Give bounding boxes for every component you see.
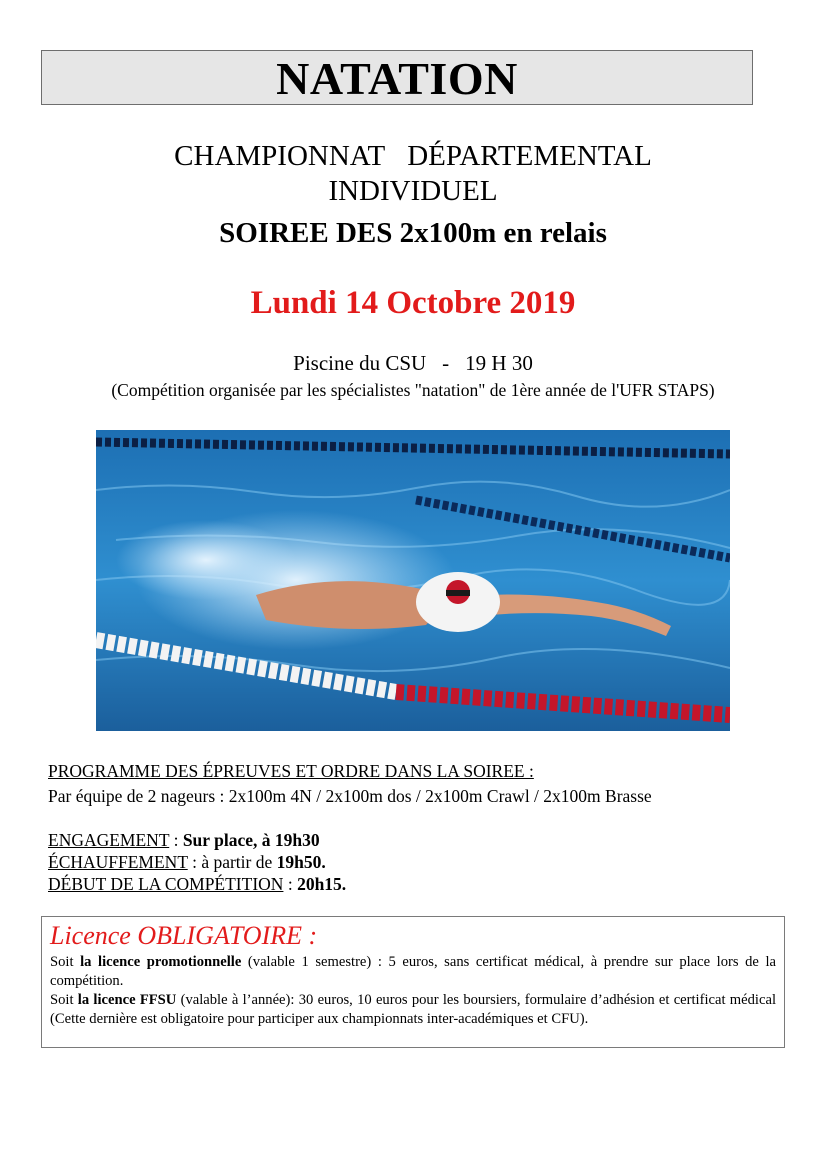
echauffement-label: ÉCHAUFFEMENT [48, 852, 188, 872]
relay-evening-line: SOIREE DES 2x100m en relais [219, 217, 607, 249]
engagement-value: Sur place, à 19h30 [182, 830, 320, 850]
engagement-sep: : [169, 830, 183, 850]
engagement-label: ENGAGEMENT [48, 830, 170, 850]
organizer-note: (Compétition organisée par les spécialistes "natation" de 1ère année de l'UFR STAPS) [111, 380, 715, 400]
licence-box [41, 916, 785, 1048]
championship-word: CHAMPIONNAT [174, 140, 386, 172]
individual-line: INDIVIDUEL [328, 175, 498, 207]
start-time: 19 H 30 [465, 351, 533, 375]
debut-sep: : [283, 874, 298, 894]
licence-promo-pre: Soit [50, 954, 81, 970]
page-title: NATATION [276, 53, 518, 104]
licence-promo-text: (valable 1 semestre) : 5 euros, sans certificat médical, à prendre sur place lors de la compétition. [50, 954, 777, 989]
licence-ffsu-pre: Soit [50, 992, 78, 1008]
event-date: Lundi 14 Octobre 2019 [250, 285, 576, 321]
echauffement-value: 19h50. [276, 852, 326, 872]
licence-promo-name: la licence promotionnelle [80, 954, 242, 970]
separator: - [442, 351, 450, 375]
venue: Piscine du CSU [293, 351, 427, 375]
licence-ffsu-text: (valable à l’année): 30 euros, 10 euros pour les boursiers, formulaire d’adhésion et certificat médical (Cette dernière est obligatoire pour participer aux championnats inter-académiques et CFU). [50, 992, 776, 1027]
debut-line [48, 873, 346, 895]
debut-label: DÉBUT DE LA COMPÉTITION [48, 874, 284, 894]
swimmer-photo [96, 430, 730, 731]
swimmer-illustration [96, 430, 730, 731]
echauffement-line [48, 851, 326, 873]
programme-heading-text: PROGRAMME DES ÉPREUVES ET ORDRE DANS LA SOIREE : [48, 761, 534, 781]
echauffement-text: : à partir de [187, 852, 277, 872]
title-banner [41, 50, 753, 105]
programme-heading [48, 760, 534, 782]
licence-ffsu-name: la licence FFSU [77, 992, 177, 1008]
engagement-line [48, 829, 320, 851]
licence-title: Licence OBLIGATOIRE : [50, 921, 318, 950]
location-time-line [0, 350, 826, 376]
debut-value: 20h15. [297, 874, 347, 894]
departemental-word: DÉPARTEMENTAL [407, 140, 652, 172]
licence-promo-paragraph [50, 953, 776, 991]
championship-line [0, 139, 826, 173]
licence-ffsu-paragraph [50, 991, 776, 1029]
programme-details: Par équipe de 2 nageurs : 2x100m 4N / 2x100m dos / 2x100m Crawl / 2x100m Brasse [48, 786, 652, 806]
